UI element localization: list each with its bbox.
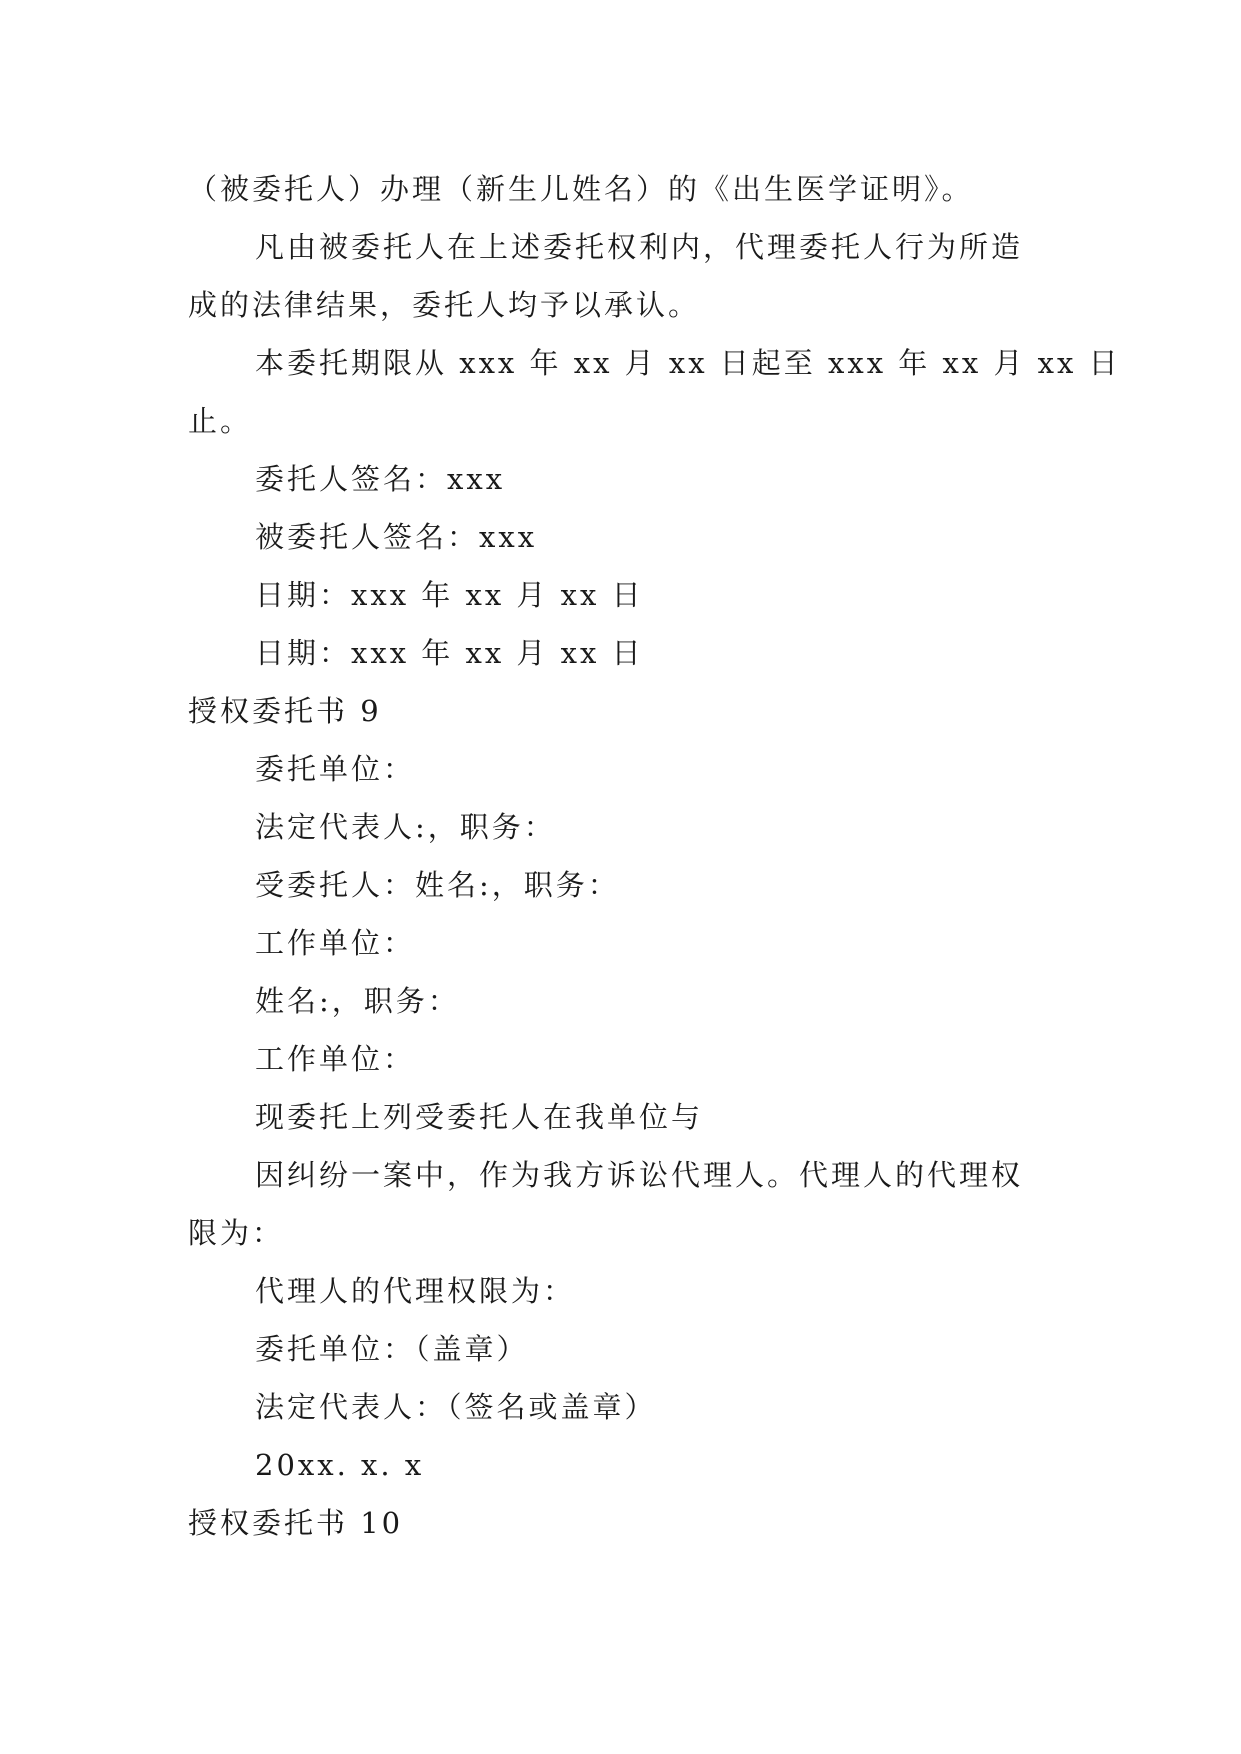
paragraph-line: 现委托上列受委托人在我单位与 <box>255 1100 704 1134</box>
document-body <box>188 160 1121 1552</box>
paragraph-line: 限为： <box>188 1216 285 1250</box>
section-heading: 授权委托书 10 <box>188 1506 404 1540</box>
paragraph-line: （被委托人）办理（新生儿姓名）的《出生医学证明》。 <box>188 172 974 206</box>
paragraph-line: 因纠纷一案中，作为我方诉讼代理人。代理人的代理权 <box>255 1158 1024 1192</box>
paragraph-line: 本委托期限从 xxx 年 xx 月 xx 日起至 xxx 年 xx 月 xx 日 <box>255 346 1121 380</box>
signature-line: 委托人签名：xxx <box>255 462 506 496</box>
signature-line: 委托单位：（盖章） <box>255 1332 529 1366</box>
form-field-line: 委托单位： <box>255 752 416 786</box>
date-line: 日期：xxx 年 xx 月 xx 日 <box>255 636 644 670</box>
signature-line: 法定代表人：（签名或盖章） <box>255 1390 657 1424</box>
form-field-line: 工作单位： <box>255 926 416 960</box>
form-field-line: 受委托人：姓名:，职务： <box>255 868 620 902</box>
paragraph-line: 凡由被委托人在上述委托权利内，代理委托人行为所造 <box>255 230 1024 264</box>
date-line: 20xx. x. x <box>255 1448 425 1482</box>
paragraph-line: 代理人的代理权限为： <box>255 1274 576 1308</box>
paragraph-line: 止。 <box>188 404 253 438</box>
form-field-line: 法定代表人:，职务： <box>255 810 556 844</box>
paragraph-line: 成的法律结果，委托人均予以承认。 <box>188 288 701 322</box>
section-heading: 授权委托书 9 <box>188 694 382 728</box>
signature-line: 被委托人签名：xxx <box>255 520 538 554</box>
form-field-line: 姓名:，职务： <box>255 984 460 1018</box>
form-field-line: 工作单位： <box>255 1042 416 1076</box>
date-line: 日期：xxx 年 xx 月 xx 日 <box>255 578 644 612</box>
